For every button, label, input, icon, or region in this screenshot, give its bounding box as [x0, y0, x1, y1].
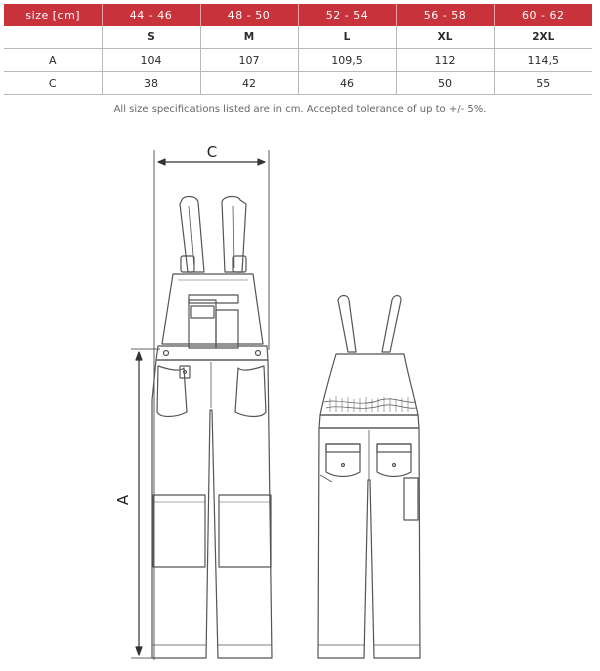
size-cell: S	[102, 26, 200, 49]
size-cell: XL	[396, 26, 494, 49]
table-cell: 114,5	[494, 49, 592, 72]
row-label: C	[4, 72, 102, 95]
width-dimension	[154, 150, 269, 660]
header-cell-unit: size [cm]	[4, 4, 102, 26]
size-cell: L	[298, 26, 396, 49]
length-label: A	[114, 494, 132, 506]
table-row	[4, 49, 592, 72]
table-cell: 46	[298, 72, 396, 95]
width-label: C	[206, 143, 218, 161]
overalls-front-view	[152, 196, 272, 658]
size-cell: M	[200, 26, 298, 49]
table-cell: 38	[102, 72, 200, 95]
table-cell: 55	[494, 72, 592, 95]
header-cell-range: 60 - 62	[494, 4, 592, 26]
table-cell: 112	[396, 49, 494, 72]
size-cell	[4, 26, 102, 49]
header-cell-range: 44 - 46	[102, 4, 200, 26]
row-label: A	[4, 49, 102, 72]
overalls-diagram	[0, 120, 600, 671]
size-label-row	[4, 26, 592, 49]
table-header-row	[4, 4, 592, 26]
header-cell-range: 52 - 54	[298, 4, 396, 26]
overalls-back-view	[318, 296, 420, 659]
table-cell: 109,5	[298, 49, 396, 72]
table-cell: 104	[102, 49, 200, 72]
header-cell-range: 56 - 58	[396, 4, 494, 26]
size-cell: 2XL	[494, 26, 592, 49]
tolerance-note: All size specifications listed are in cm. Accepted tolerance of up to +/- 5%.	[113, 104, 487, 115]
table-cell: 107	[200, 49, 298, 72]
table-row	[4, 72, 592, 95]
length-dimension	[131, 349, 160, 658]
header-cell-range: 48 - 50	[200, 4, 298, 26]
table-cell: 42	[200, 72, 298, 95]
size-table	[4, 4, 592, 95]
table-cell: 50	[396, 72, 494, 95]
